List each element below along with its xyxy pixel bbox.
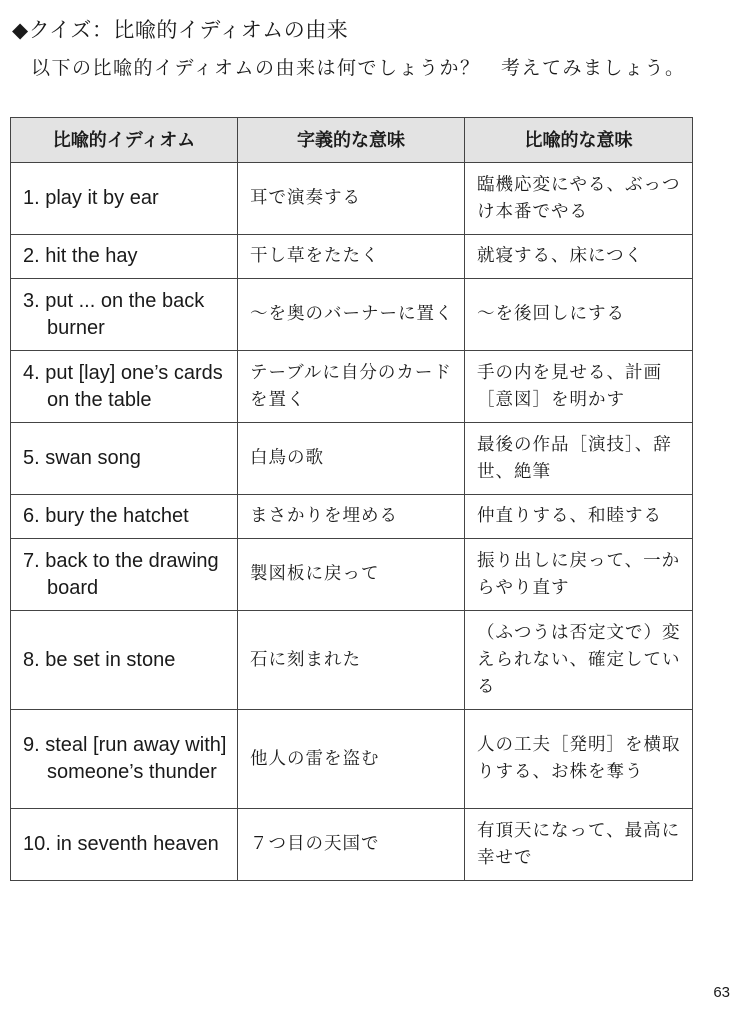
instruction-text: 以下の比喩的イディオムの由来は何でしょうか？ 考えてみましょう。 [31,57,686,79]
idiom-cell [11,710,238,809]
table-row [11,809,693,881]
table-row [11,495,693,539]
figurative-meaning-cell: ～を後回しにする [465,279,693,351]
figurative-meaning-cell: 就寝する、床につく [465,235,693,279]
idiom-text: 9. steal [run away with] someone’s thunder [23,734,227,783]
table-row [11,235,693,279]
idiom-cell [11,163,238,235]
page-number: 63 [713,984,730,1001]
literal-meaning-cell: ７つ目の天国で [238,809,465,881]
column-header-figurative: 比喩的な意味 [465,118,693,163]
figurative-meaning-cell: 人の工夫［発明］を横取りする、お株を奪う [465,710,693,809]
table-row [11,163,693,235]
table-row [11,423,693,495]
literal-meaning-cell: テーブルに自分のカードを置く [238,351,465,423]
idiom-cell [11,611,238,710]
figurative-meaning-cell: 最後の作品［演技］、辞世、絶筆 [465,423,693,495]
figurative-meaning-cell: 振り出しに戻って、一からやり直す [465,539,693,611]
table-row [11,351,693,423]
page-title: ◆クイズ：比喩的イディオムの由来 [12,18,349,42]
idiom-cell [11,351,238,423]
idiom-cell [11,539,238,611]
idiom-table [10,117,693,881]
table-header-row [11,118,693,163]
literal-meaning-cell: ～を奥のバーナーに置く [238,279,465,351]
idiom-text: 6. bury the hatchet [23,505,189,527]
table-row [11,710,693,809]
literal-meaning-cell: 製図板に戻って [238,539,465,611]
idiom-text: 2. hit the hay [23,245,138,267]
idiom-cell [11,495,238,539]
literal-meaning-cell: 他人の雷を盗む [238,710,465,809]
column-header-idiom: 比喩的イディオム [11,118,238,163]
idiom-text: 4. put [lay] one’s cards on the table [23,361,223,411]
table-row [11,611,693,710]
literal-meaning-cell: 干し草をたたく [238,235,465,279]
idiom-cell [11,235,238,279]
literal-meaning-cell: まさかりを埋める [238,495,465,539]
figurative-meaning-cell: 臨機応変にやる、ぶっつけ本番でやる [465,163,693,235]
literal-meaning-cell: 石に刻まれた [238,611,465,710]
literal-meaning-cell: 耳で演奏する [238,163,465,235]
table-row [11,279,693,351]
figurative-meaning-cell: 手の内を見せる、計画［意図］を明かす [465,351,693,423]
figurative-meaning-cell: （ふつうは否定文で）変えられない、確定している [465,611,693,710]
table-row [11,539,693,611]
idiom-cell [11,809,238,881]
idiom-text: 3. put ... on the back burner [23,289,205,339]
column-header-literal: 字義的な意味 [238,118,465,163]
idiom-text: 5. swan song [23,447,141,469]
idiom-text: 7. back to the drawing board [23,549,219,599]
figurative-meaning-cell: 仲直りする、和睦する [465,495,693,539]
figurative-meaning-cell: 有頂天になって、最高に幸せで [465,809,693,881]
idiom-text: 1. play it by ear [23,187,159,209]
idiom-cell [11,423,238,495]
literal-meaning-cell: 白鳥の歌 [238,423,465,495]
idiom-text: 8. be set in stone [23,648,176,671]
idiom-cell [11,279,238,351]
idiom-text: 10. in seventh heaven [23,833,219,855]
